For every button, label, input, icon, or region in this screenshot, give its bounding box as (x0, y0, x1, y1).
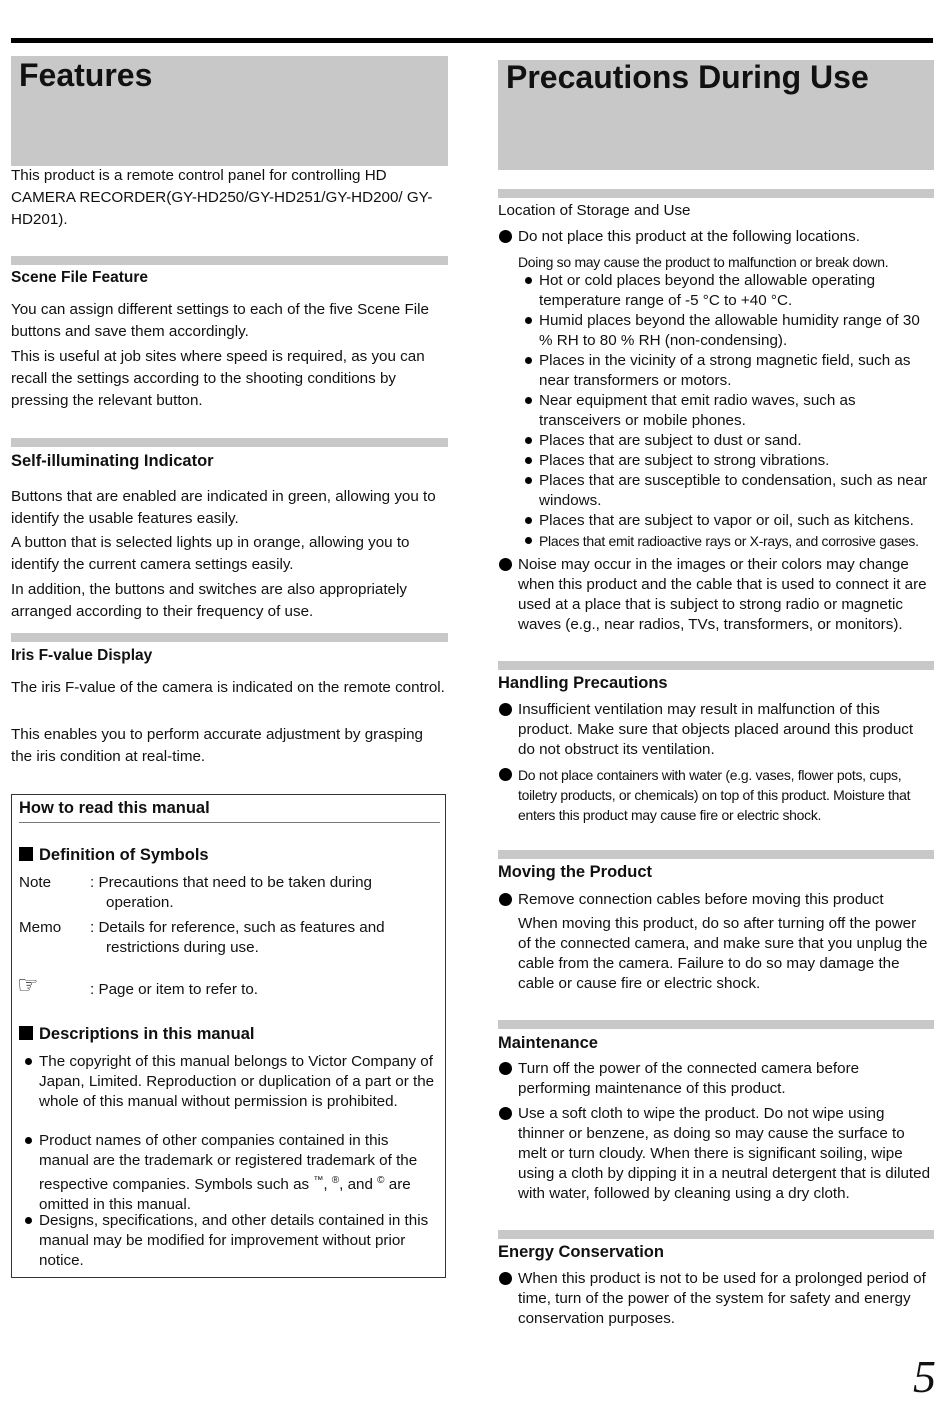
memo-desc-1: : Details for reference, such as features and (90, 919, 385, 936)
storage-divider (498, 189, 934, 198)
storage-location-7: Places that are susceptible to condensation, such as near windows. (539, 472, 928, 509)
memo-term: Memo (19, 919, 62, 936)
features-banner (11, 56, 448, 166)
storage-location-8: Places that are subject to vapor or oil, such as kitchens. (539, 512, 914, 529)
moving-divider (498, 850, 934, 859)
maintenance-item-1: Turn off the power of the connected camera before performing maintenance of this product. (518, 1060, 860, 1097)
bullet-icon (525, 397, 532, 404)
manual-box-title: How to read this manual (19, 799, 210, 817)
iris-paragraph-2: This enables you to perform accurate adjustment by grasping the iris condition at real-time. (11, 726, 423, 765)
storage-location-6: Places that are subject to strong vibrations. (539, 452, 830, 469)
iris-heading: Iris F-value Display (11, 647, 153, 664)
bullet-icon (499, 1272, 512, 1285)
iris-divider (11, 633, 448, 642)
maintenance-divider (498, 1020, 934, 1029)
note-desc-2: operation. (106, 894, 174, 911)
storage-heading: Location of Storage and Use (498, 202, 691, 219)
bullet-icon (525, 457, 532, 464)
storage-item-2: Noise may occur in the images or their colors may change when this product and the cable that is used to connect it are used at a place that is subject to strong radio or magnetic waves (e.g., near radios, TVs, transformers, or monitors). (518, 556, 927, 633)
energy-item-1: When this product is not to be used for a prolonged period of time, turn of the power of the system for safety and energy conservation purposes. (518, 1270, 926, 1327)
description-item-2-text-b: are omitted in this manual. (39, 1176, 411, 1214)
manual-box-rule (19, 822, 440, 823)
scene-paragraph-1: You can assign different settings to each of the five Scene File buttons and save them accordingly. (11, 301, 429, 340)
bullet-icon (525, 477, 532, 484)
iris-paragraph-1: The iris F-value of the camera is indicated on the remote control. (11, 679, 445, 696)
handling-item-2: Do not place containers with water (e.g. vases, flower pots, cups, toiletry products, or chemicals) on top of this product. Moisture that enters this product may cause fire or electric shock. (518, 767, 911, 823)
pointing-hand-icon: ☞ (17, 972, 39, 999)
scene-paragraph-2: This is useful at job sites where speed is required, as you can recall the settings according to the shooting conditions by pressing the relevant button. (11, 348, 425, 409)
bullet-icon (525, 277, 532, 284)
memo-desc-2: restrictions during use. (106, 939, 259, 956)
selfillum-heading: Self-illuminating Indicator (11, 452, 214, 470)
bullet-icon (525, 517, 532, 524)
handling-divider (498, 661, 934, 670)
reference-desc: : Page or item to refer to. (90, 981, 258, 998)
moving-item-1-detail: When moving this product, do so after turning off the power of the connected camera, and make sure that you unplug the cable from the camera. Failure to do so may damage the cable or cause fire or electric shock. (518, 915, 928, 992)
bullet-icon (499, 1062, 512, 1075)
storage-item-1-note: Doing so may cause the product to malfunction or break down. (518, 254, 889, 270)
selfillum-divider (11, 438, 448, 447)
maintenance-heading: Maintenance (498, 1034, 598, 1052)
bullet-icon (499, 768, 512, 781)
storage-item-1: Do not place this product at the following locations. (518, 228, 860, 245)
note-desc-1: : Precautions that need to be taken during (90, 874, 373, 891)
energy-divider (498, 1230, 934, 1239)
bullet-icon (499, 230, 512, 243)
description-item-1: The copyright of this manual belongs to Victor Company of Japan, Limited. Reproduction or duplication of a part or the whole of this manual without permission is prohibited. (39, 1053, 435, 1110)
storage-location-5: Places that are subject to dust or sand. (539, 432, 802, 449)
selfillum-paragraph-1: Buttons that are enabled are indicated in green, allowing you to identify the usable features easily. (11, 488, 436, 527)
moving-item-1: Remove connection cables before moving this product (518, 891, 884, 908)
bullet-icon (25, 1058, 32, 1065)
square-bullet-icon (19, 1026, 33, 1040)
handling-item-1: Insufficient ventilation may result in malfunction of this product. Make sure that objects placed around this product do not obstruct its ventilation. (518, 701, 914, 758)
storage-location-1: Hot or cold places beyond the allowable operating temperature range of -5 °C to +40 °C. (539, 272, 876, 309)
bullet-icon (499, 1107, 512, 1120)
storage-location-4: Near equipment that emit radio waves, such as transceivers or mobile phones. (539, 392, 856, 429)
trademark-symbol: ™ (313, 1175, 324, 1186)
moving-heading: Moving the Product (498, 863, 652, 881)
maintenance-item-2: Use a soft cloth to wipe the product. Do not wipe using thinner or benzene, as doing so may cause the surface to melt or turn cloudy. When there is significant soiling, wipe using a cloth by dipping it in a neutral detergent that is diluted with water, followed by cleaning using a dry cloth. (518, 1105, 931, 1202)
scene-divider (11, 256, 448, 265)
separator-2: , and (339, 1176, 378, 1194)
page-number: 5 (913, 1351, 936, 1402)
energy-heading: Energy Conservation (498, 1243, 664, 1261)
description-item-3: Designs, specifications, and other details contained in this manual may be modified for improvement without prior notice. (39, 1212, 429, 1269)
bullet-icon (499, 558, 512, 571)
precautions-title: Precautions During Use (506, 59, 869, 95)
bullet-icon (25, 1217, 32, 1224)
description-item-2-text-a: Product names of other companies contained in this manual are the trademark or registered trademark of the respective companies. Symbols such as (39, 1132, 418, 1194)
features-title: Features (19, 57, 153, 93)
registered-symbol: ® (331, 1175, 340, 1186)
bullet-icon (499, 893, 512, 906)
symbols-heading: Definition of Symbols (39, 846, 209, 864)
bullet-icon (525, 437, 532, 444)
storage-location-9: Places that emit radioactive rays or X-rays, and corrosive gases. (539, 533, 919, 549)
description-item-2 (39, 1131, 441, 1215)
separator-1: , (323, 1176, 332, 1194)
bullet-icon (525, 357, 532, 364)
bullet-icon (25, 1137, 32, 1144)
top-rule (11, 38, 933, 43)
features-intro: This product is a remote control panel for controlling HD CAMERA RECORDER(GY-HD250/GY-HD251/GY-HD200/ GY-HD201). (11, 167, 433, 228)
bullet-icon (525, 537, 532, 544)
selfillum-paragraph-3: In addition, the buttons and switches are also appropriately arranged according to their frequency of use. (11, 581, 407, 620)
bullet-icon (525, 317, 532, 324)
bullet-icon (499, 703, 512, 716)
scene-heading: Scene File Feature (11, 269, 148, 286)
square-bullet-icon (19, 847, 33, 861)
precautions-banner (498, 60, 934, 170)
descriptions-heading: Descriptions in this manual (39, 1025, 255, 1043)
selfillum-paragraph-2: A button that is selected lights up in orange, allowing you to identify the current camera settings easily. (11, 534, 410, 573)
storage-location-3: Places in the vicinity of a strong magnetic field, such as near transformers or motors. (539, 352, 911, 389)
note-term: Note (19, 874, 52, 891)
storage-location-2: Humid places beyond the allowable humidity range of 30 % RH to 80 % RH (non-condensing). (539, 312, 920, 349)
copyright-symbol: © (377, 1175, 385, 1186)
handling-heading: Handling Precautions (498, 674, 668, 692)
